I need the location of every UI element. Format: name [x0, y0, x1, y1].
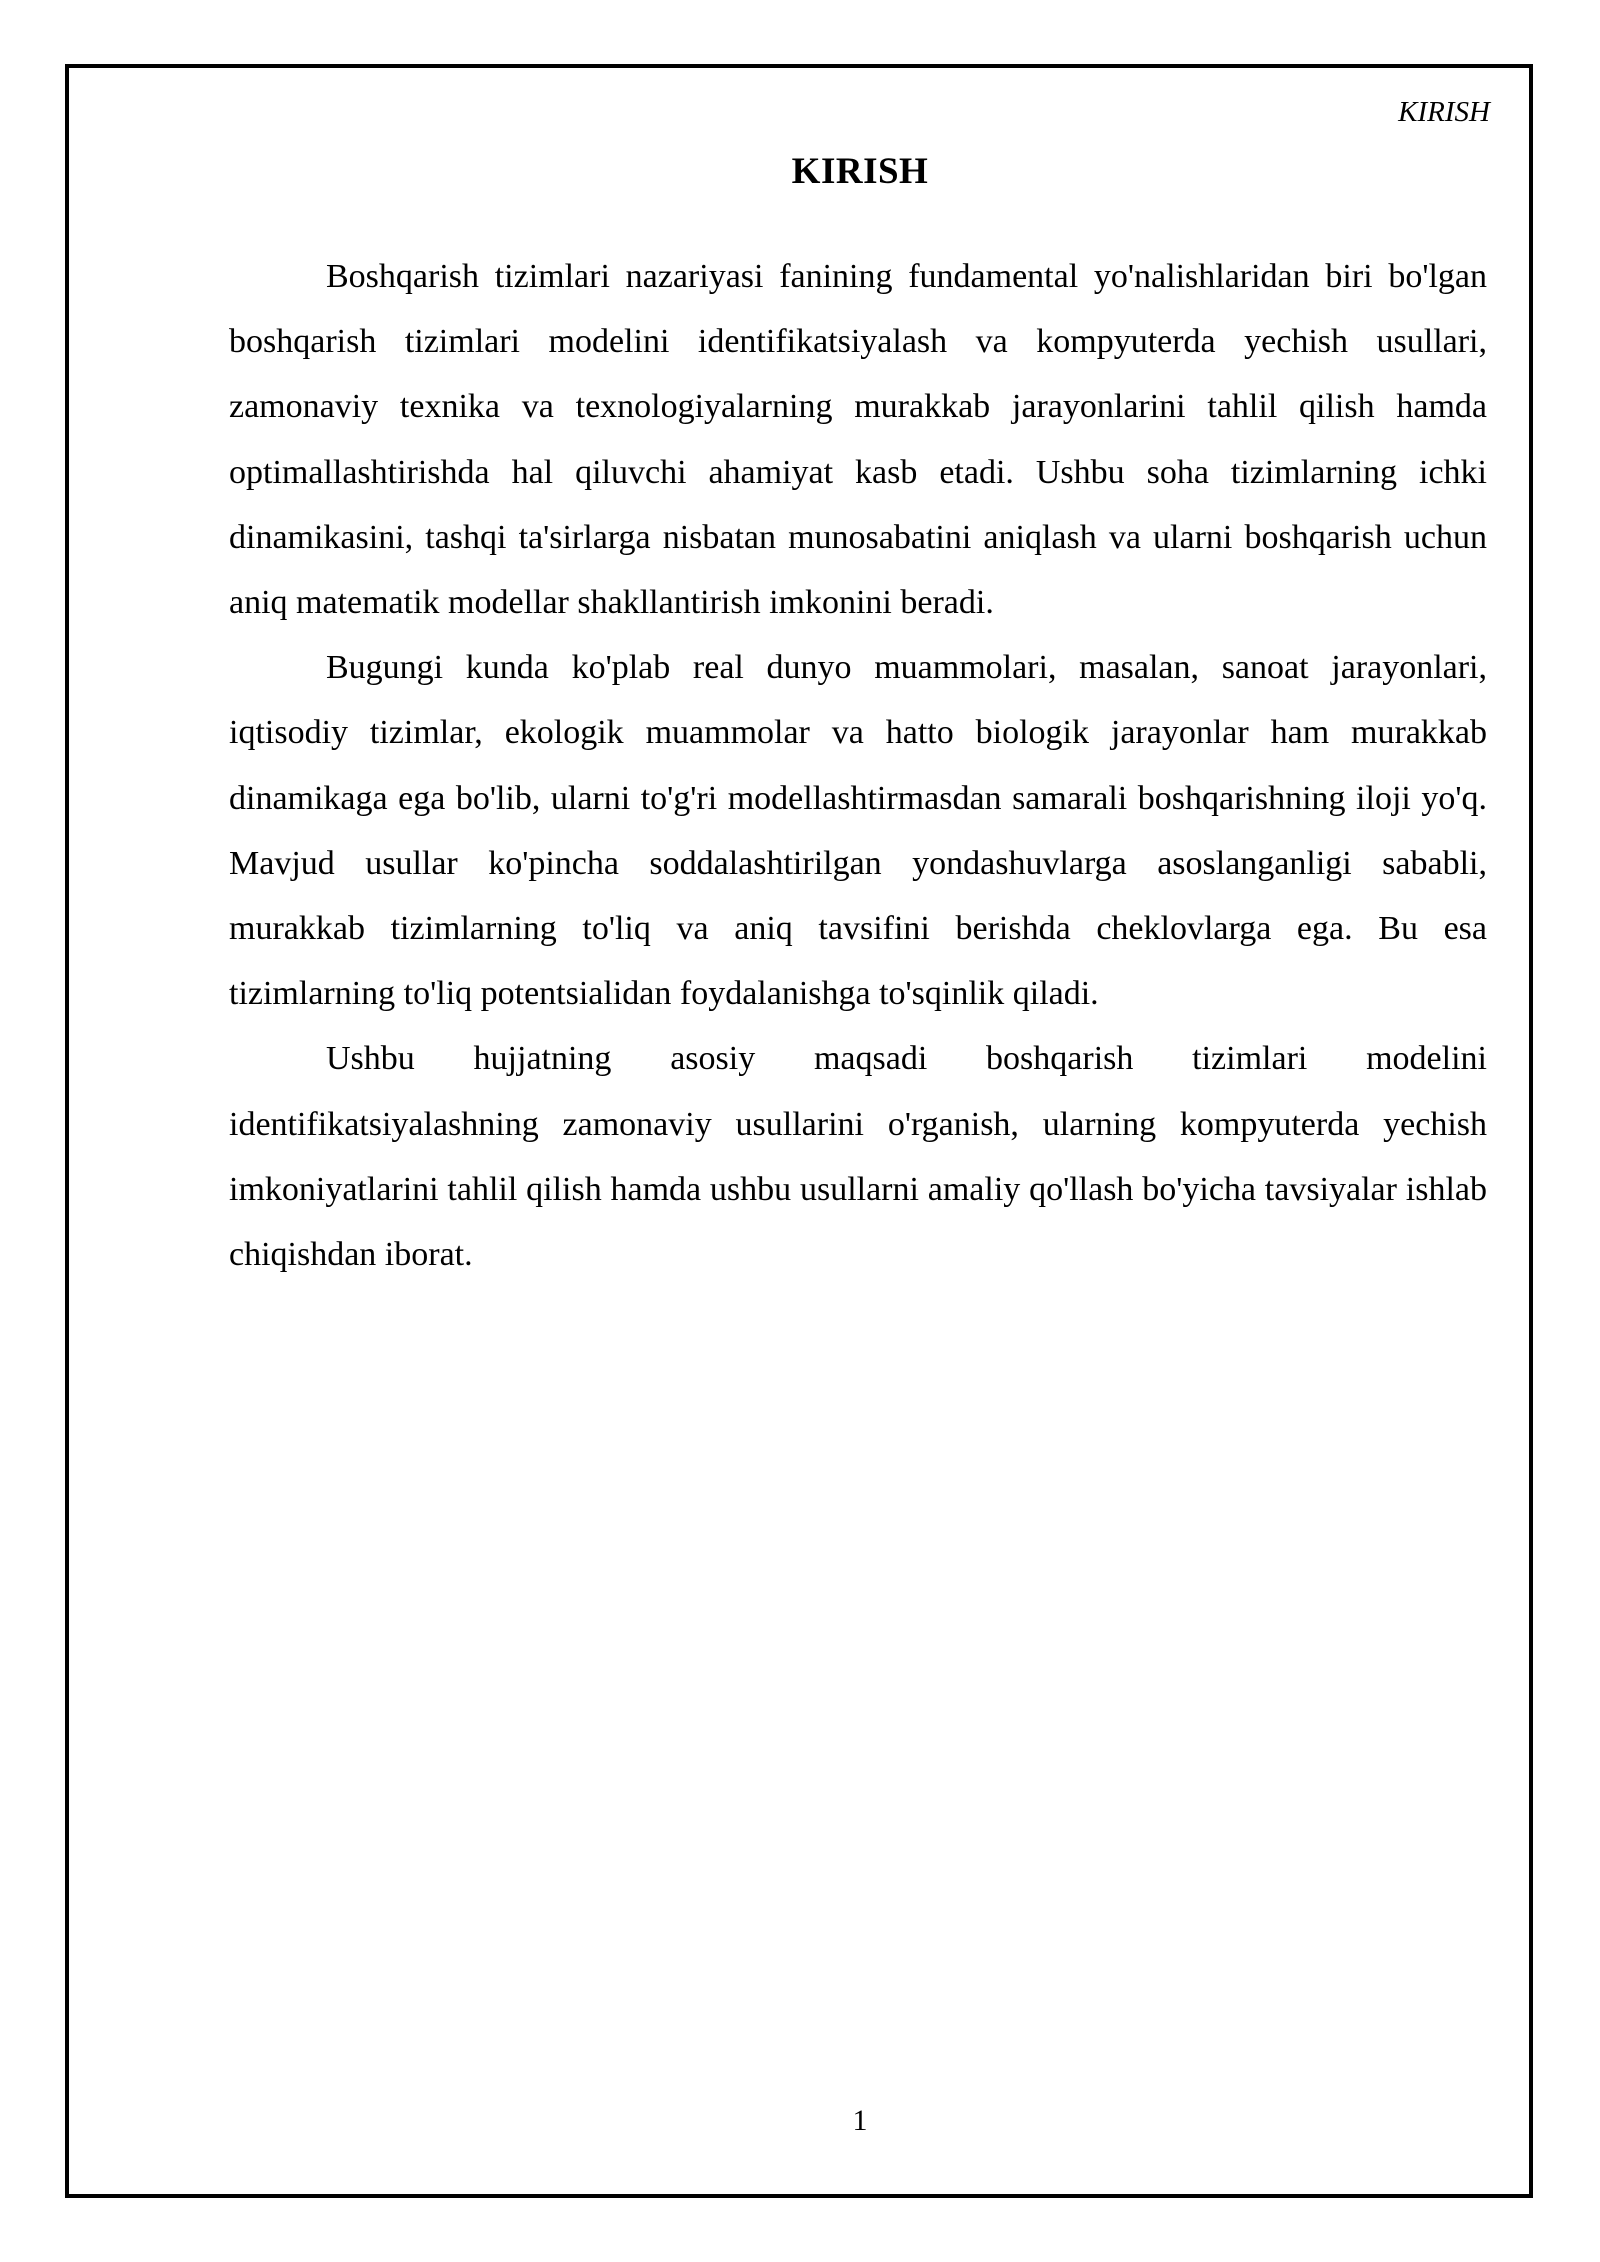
page-number: 1	[852, 2104, 868, 2137]
body-text	[229, 244, 1487, 1287]
paragraph-1: Boshqarish tizimlari nazariyasi fanining fundamental yo'nalishlaridan biri bo'lgan boshqarish tizimlari modelini identifikatsiyalash va kompyuterda yechish usullari, zamonaviy texnika va texnologiyalarning murakkab jarayonlarini tahlil qilish hamda optimallashtirishda hal qiluvchi ahamiyat kasb etadi. Ushbu soha tizimlarning ichki dinamikasini, tashqi ta'sirlarga nisbatan munosabatini aniqlash va ularni boshqarish uchun aniq matematik modellar shakllantirish imkonini beradi.	[229, 258, 1487, 622]
page-title: KIRISH	[791, 151, 929, 192]
paragraph-2: Bugungi kunda ko'plab real dunyo muammolari, masalan, sanoat jarayonlari, iqtisodiy tizimlar, ekologik muammolar va hatto biologik jarayonlar ham murakkab dinamikaga ega bo'lib, ularni to'g'ri modellashtirmasdan samarali boshqarishning iloji yo'q. Mavjud usullar ko'pincha soddalashtirilgan yondashuvlarga asoslanganligi sababli, murakkab tizimlarning to'liq va aniq tavsifini berishda cheklovlarga ega. Bu esa tizimlarning to'liq potentsialidan foydalanishga to'sqinlik qiladi.	[229, 649, 1487, 1013]
paragraph-3: Ushbu hujjatning asosiy maqsadi boshqarish tizimlari modelini identifikatsiyalashning zamonaviy usullarini o'rganish, ularning kompyuterda yechish imkoniyatlarini tahlil qilish hamda ushbu usullarni amaliy qo'llash bo'yicha tavsiyalar ishlab chiqishdan iborat.	[229, 1040, 1487, 1274]
running-header: KIRISH	[1398, 96, 1490, 128]
